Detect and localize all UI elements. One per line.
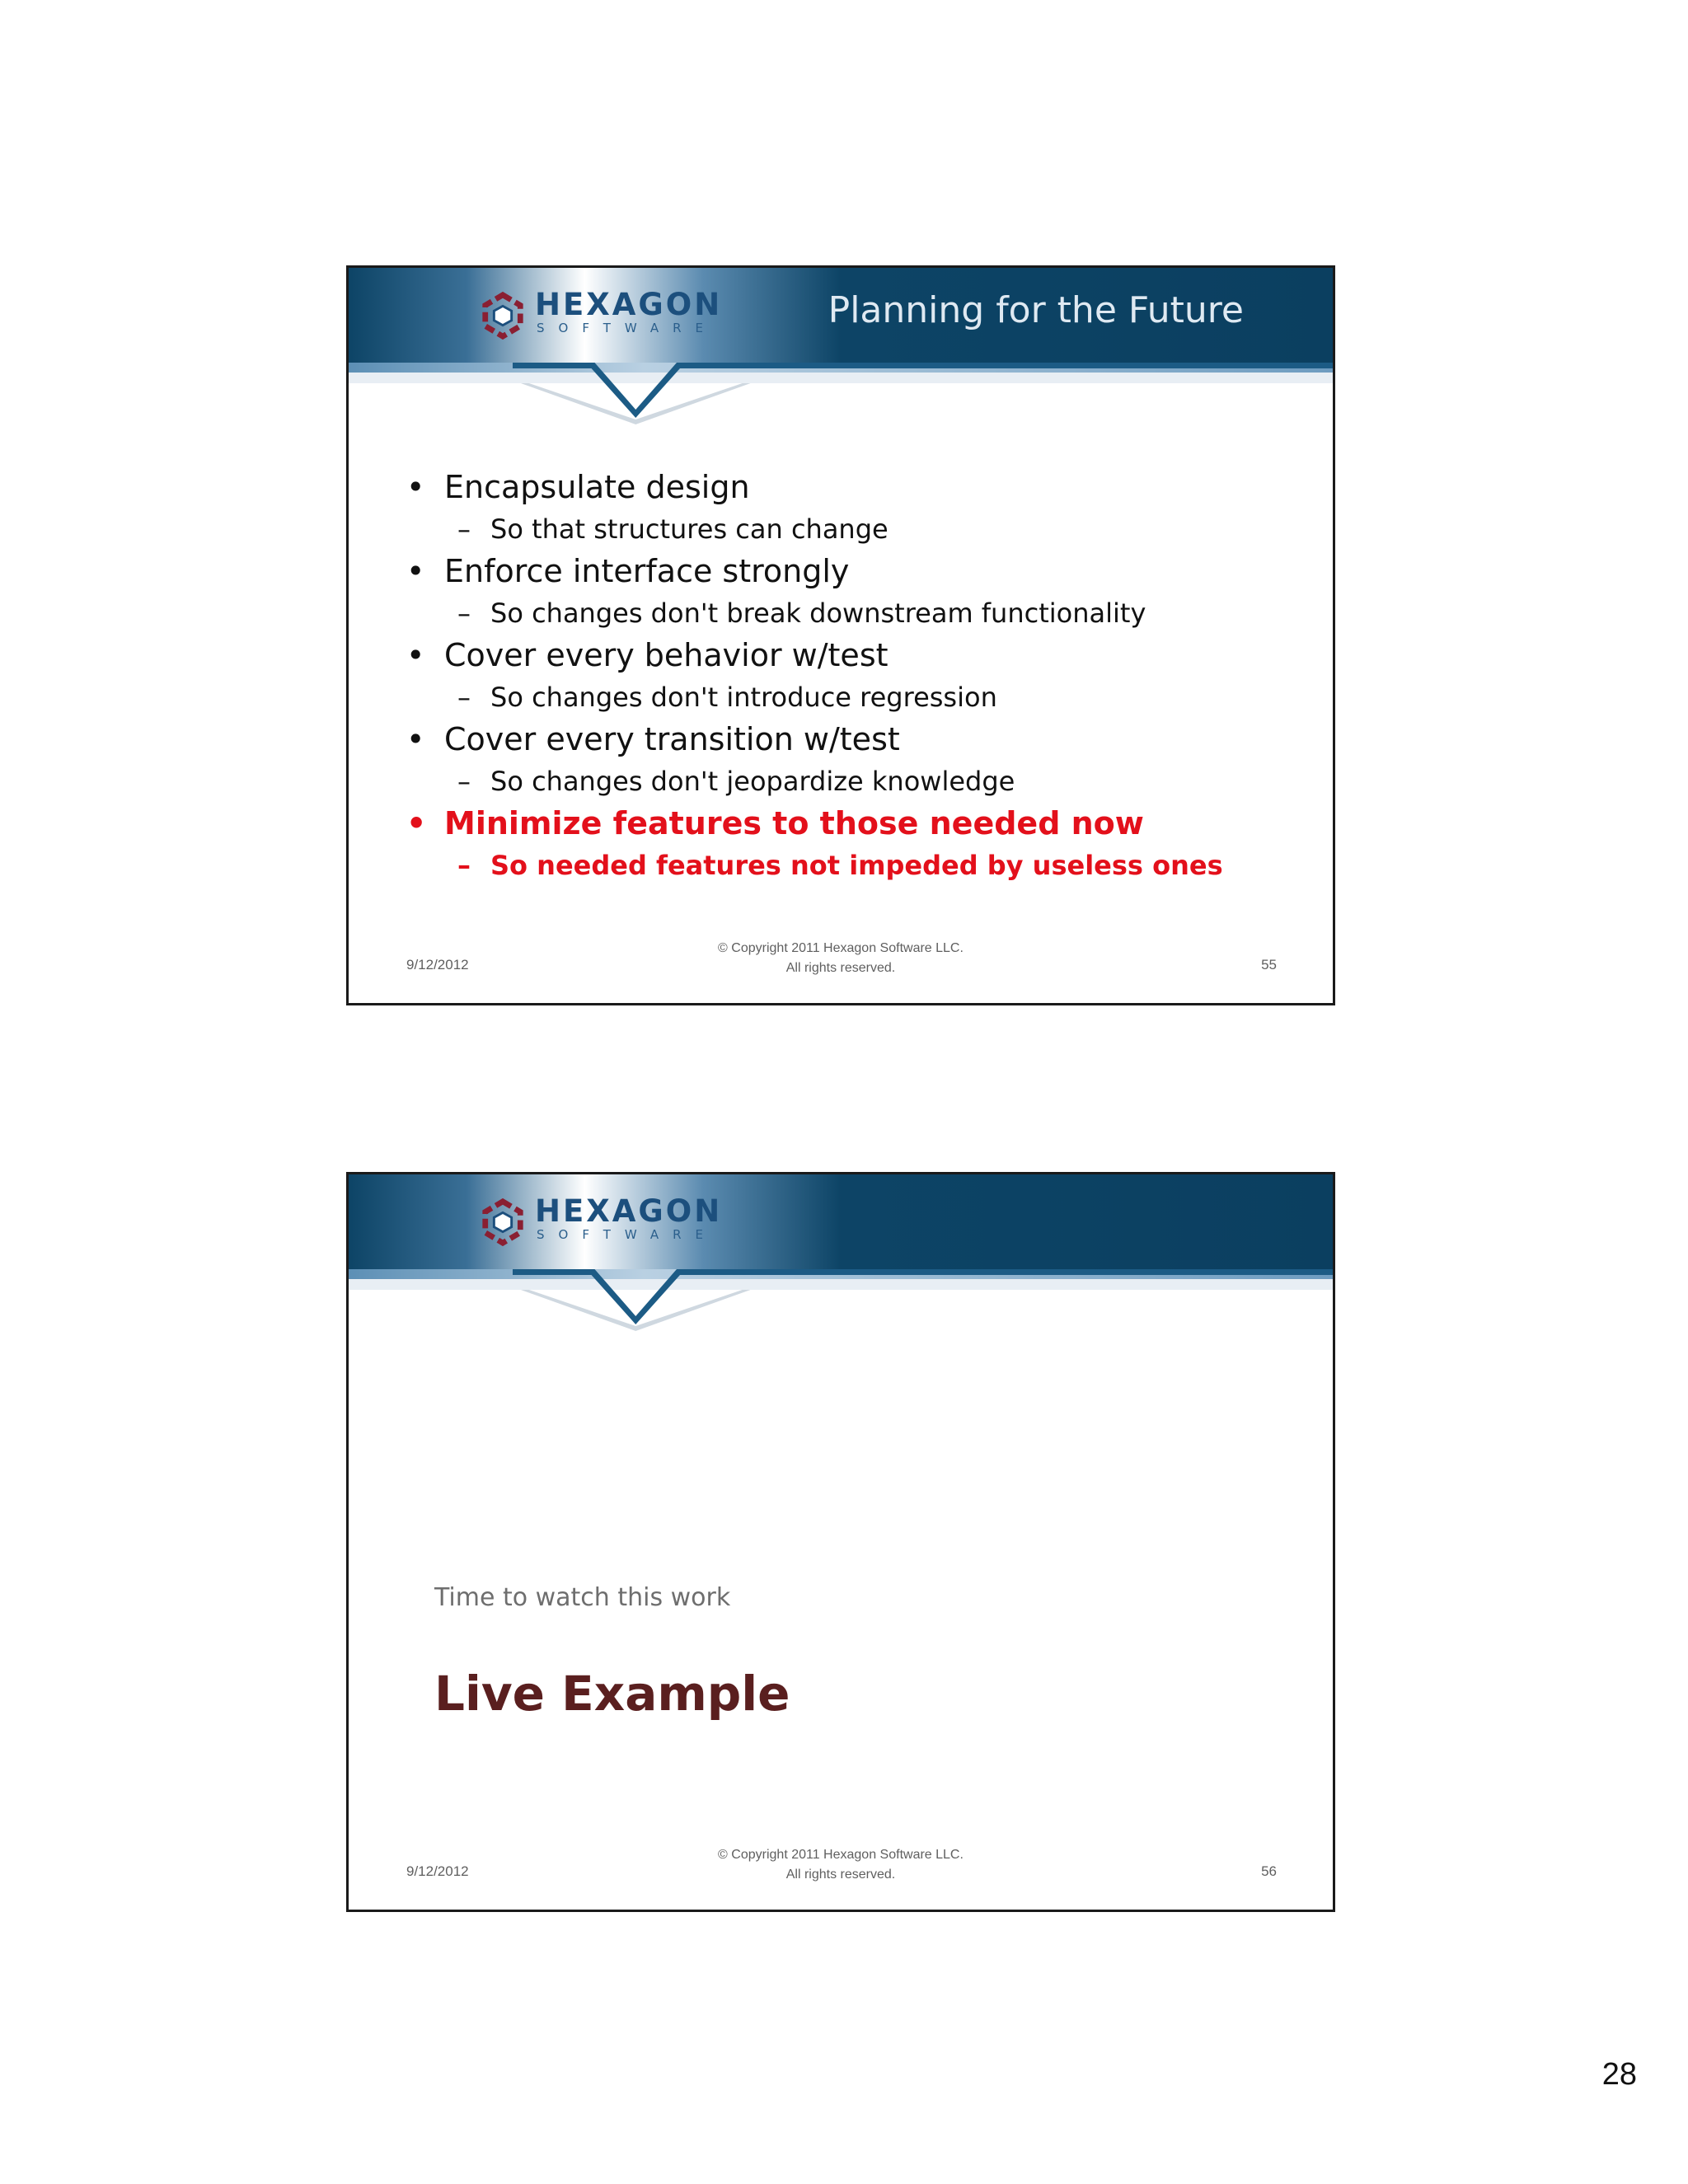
footer-date: 9/12/2012 xyxy=(406,957,469,972)
sub-bullet-item xyxy=(457,677,1296,718)
page-number: 28 xyxy=(1601,2057,1637,2092)
bullet-item xyxy=(406,550,1296,593)
brand-sub: SOFTWARE xyxy=(537,321,718,335)
copyright-line-1: © Copyright 2011 Hexagon Software LLC. xyxy=(718,941,964,955)
sub-bullet-text: So needed features not impeded by useless ones xyxy=(490,850,1223,881)
slide-55 xyxy=(346,265,1335,1005)
sub-bullet-text: So changes don't break downstream functionality xyxy=(490,598,1146,629)
bullet-text: Encapsulate design xyxy=(444,469,750,505)
brand-name: HEXAGON xyxy=(535,1193,723,1229)
brand-sub: SOFTWARE xyxy=(537,1227,718,1242)
bullet-dot-icon: • xyxy=(406,805,427,841)
dash-icon: – xyxy=(457,682,471,713)
slide-number: 56 xyxy=(1261,1863,1277,1879)
section-title: Live Example xyxy=(434,1666,790,1722)
slide-number: 55 xyxy=(1261,957,1277,972)
dash-icon: – xyxy=(457,513,471,545)
dash-icon: – xyxy=(457,766,471,797)
copyright-line-2: All rights reserved. xyxy=(785,961,896,975)
sub-bullet-item xyxy=(457,593,1296,634)
hexagon-logo-icon xyxy=(479,291,527,340)
slide-56 xyxy=(346,1172,1335,1912)
hexagon-logo xyxy=(479,1193,723,1254)
sub-bullet-text: So that structures can change xyxy=(490,513,889,545)
bullet-text: Cover every behavior w/test xyxy=(444,637,889,673)
sub-bullet-item xyxy=(457,761,1296,802)
dash-icon: – xyxy=(457,850,471,881)
bullet-list xyxy=(406,466,1296,886)
section-subtitle: Time to watch this work xyxy=(434,1583,731,1612)
footer-copyright xyxy=(349,939,1333,978)
bullet-text: Cover every transition w/test xyxy=(444,721,900,757)
bullet-item xyxy=(406,634,1296,677)
bullet-text: Enforce interface strongly xyxy=(444,553,850,589)
bullet-dot-icon: • xyxy=(406,637,425,673)
bullet-dot-icon: • xyxy=(406,721,425,757)
footer-copyright xyxy=(349,1845,1333,1885)
sub-bullet-text: So changes don't jeopardize knowledge xyxy=(490,766,1015,797)
slide-header xyxy=(349,1174,1333,1339)
brand-name: HEXAGON xyxy=(535,287,723,322)
bullet-item-highlight xyxy=(406,802,1296,845)
copyright-line-2: All rights reserved. xyxy=(785,1868,896,1882)
copyright-line-1: © Copyright 2011 Hexagon Software LLC. xyxy=(718,1848,964,1862)
bullet-dot-icon: • xyxy=(406,469,425,505)
bullet-item xyxy=(406,718,1296,761)
slide-header xyxy=(349,268,1333,433)
hexagon-logo xyxy=(479,289,722,347)
bullet-text: Minimize features to those needed now xyxy=(444,805,1144,841)
sub-bullet-text: So changes don't introduce regression xyxy=(490,682,997,713)
dash-icon: – xyxy=(457,598,471,629)
bullet-item xyxy=(406,466,1296,509)
bullet-dot-icon: • xyxy=(406,553,425,589)
hexagon-logo-icon xyxy=(479,1197,527,1247)
footer-date: 9/12/2012 xyxy=(406,1863,469,1879)
sub-bullet-item-highlight xyxy=(457,845,1296,886)
slide-title: Planning for the Future xyxy=(828,289,1244,331)
sub-bullet-item xyxy=(457,509,1296,550)
